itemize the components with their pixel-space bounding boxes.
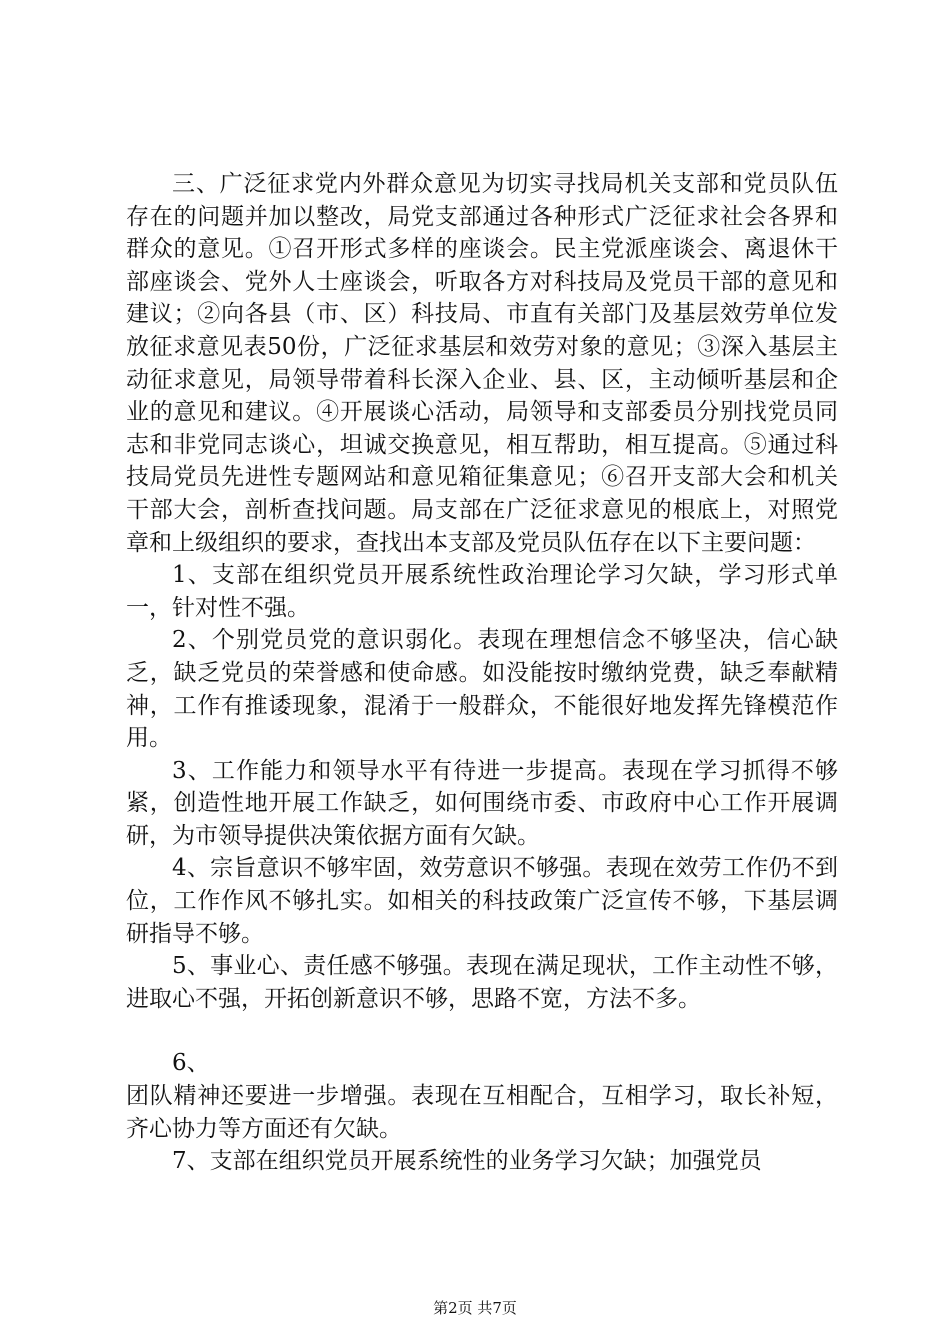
paragraph-item-1: 1、支部在组织党员开展系统性政治理论学习欠缺，学习形式单一，针对性不强。 [126, 562, 838, 621]
paragraph-item-6-number: 6、 [172, 1050, 210, 1077]
paragraph-item-2: 2、个别党员党的意识弱化。表现在理想信念不够坚决，信心缺乏，缺乏党员的荣誉感和使命感。如没能按时缴纳党费，缺乏奉献精神，工作有推诿现象，混淆于一般群众，不能很好地发挥先锋模范作用。 [126, 627, 838, 752]
paragraph-item-6-text: 团队精神还要进一步增强。表现在互相配合，互相学习，取长补短，齐心协力等方面还有欠缺。 [126, 1083, 838, 1142]
paragraph-item-7: 7、支部在组织党员开展系统性的业务学习欠缺；加强党员 [172, 1148, 762, 1175]
paragraph-item-4: 4、宗旨意识不够牢固，效劳意识不够强。表现在效劳工作仍不到位，工作作风不够扎实。如相关的科技政策广泛宣传不够，下基层调研指导不够。 [126, 855, 838, 947]
document-body [126, 168, 838, 1178]
paragraph-section-three: 三、广泛征求党内外群众意见为切实寻找局机关支部和党员队伍存在的问题并加以整改，局党支部通过各种形式广泛征求社会各界和群众的意见。①召开形式多样的座谈会。民主党派座谈会、离退休干部座谈会、党外人士座谈会，听取各方对科技局及党员干部的意见和建议；②向各县（市、区）科技局、市直有关部门及基层效劳单位发放征求意见表50份，广泛征求基层和效劳对象的意见；③深入基层主动征求意见，局领导带着科长深入企业、县、区，主动倾听基层和企业的意见和建议。④开展谈心活动，局领导和支部委员分别找党员同志和非党同志谈心，坦诚交换意见，相互帮助，相互提高。⑤通过科技局党员先进性专题网站和意见箱征集意见；⑥召开支部大会和机关干部大会，剖析查找问题。局支部在广泛征求意见的根底上，对照党章和上级组织的要求，查找出本支部及党员队伍存在以下主要问题： [126, 171, 838, 556]
paragraph-item-5: 5、事业心、责任感不够强。表现在满足现状，工作主动性不够，进取心不强，开拓创新意识不够，思路不宽，方法不多。 [126, 953, 838, 1012]
paragraph-item-3: 3、工作能力和领导水平有待进一步提高。表现在学习抓得不够紧，创造性地开展工作缺乏，如何围绕市委、市政府中心工作开展调研，为市领导提供决策依据方面有欠缺。 [126, 757, 838, 849]
page-number-footer: 第2页 共7页 [433, 1299, 517, 1317]
